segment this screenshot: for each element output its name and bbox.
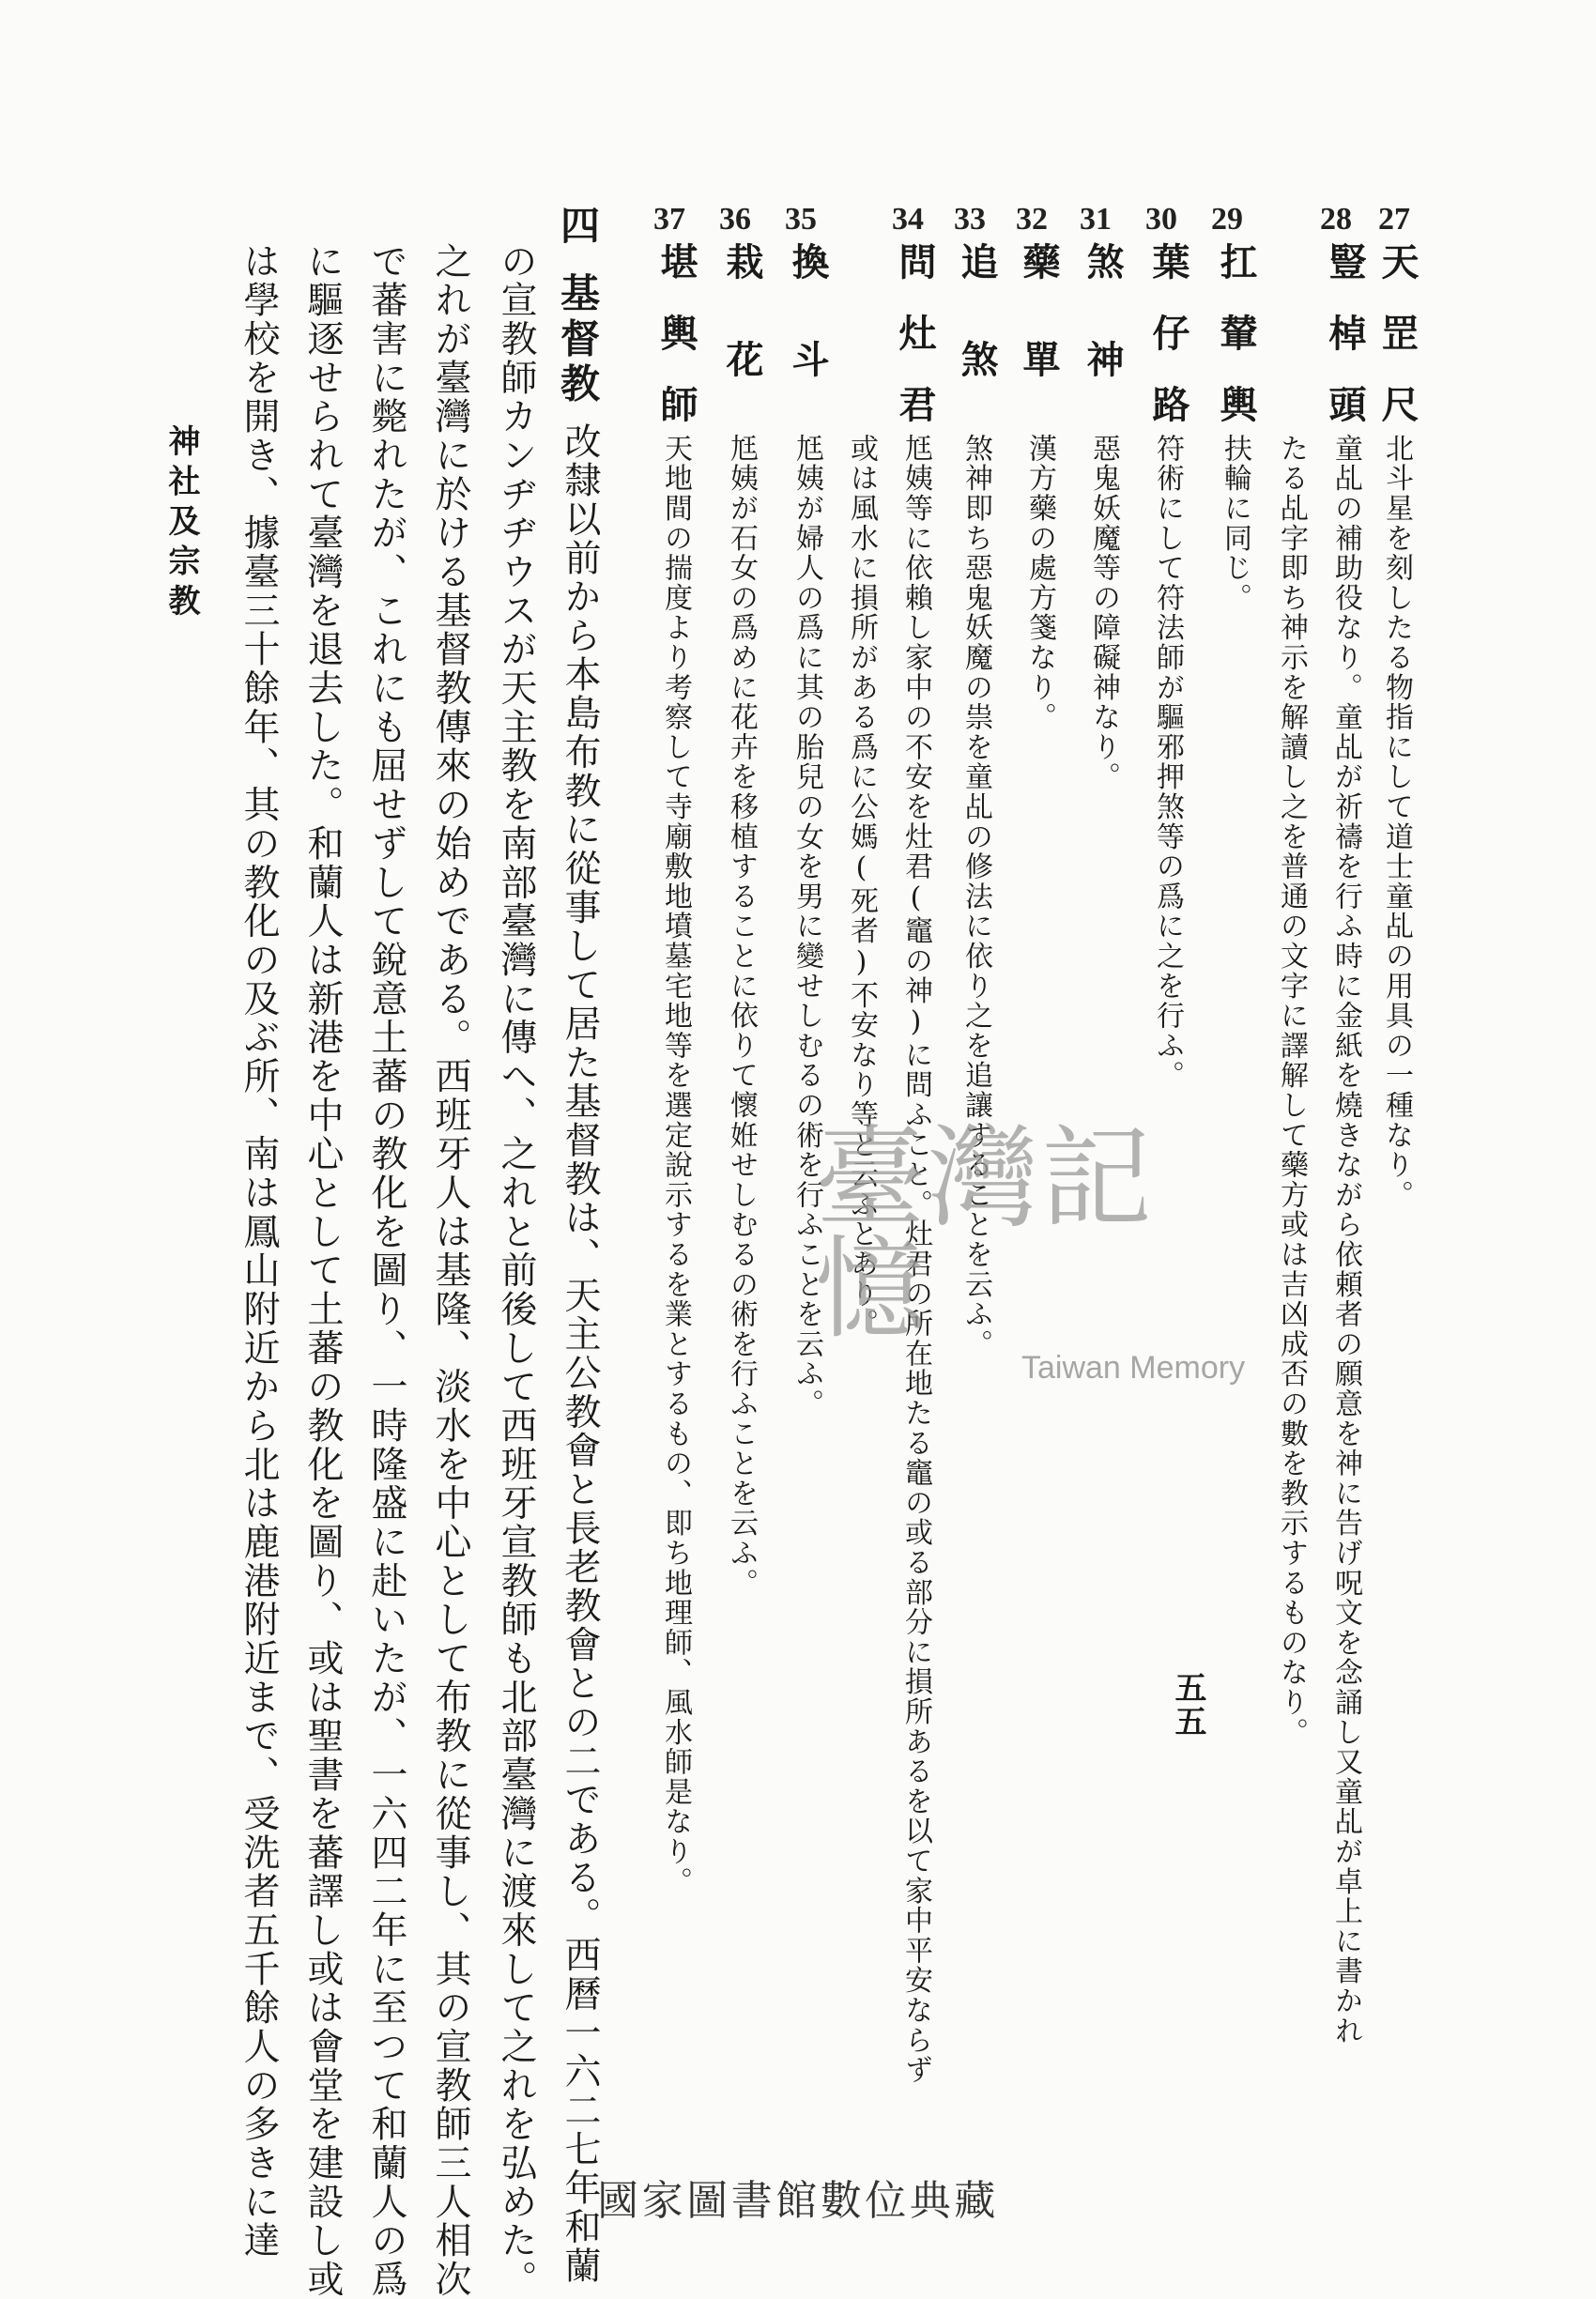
entry-29-number: 29 [1211,202,1243,237]
entry-31-definition: 惡鬼妖魔等の障礙神なり。 [1087,434,1120,792]
entry-37-number: 37 [653,202,685,237]
entry-36-definition: 尪姨が石女の爲めに花卉を移植することに依りて懷姙せしむるの術を行ふことを云ふ。 [725,434,758,1599]
entry-31-term: 煞神 [1081,242,1125,437]
page-number: 五五 [1169,1671,1206,1740]
entry-27-term: 天罡尺 [1375,242,1420,456]
body-line: の宣教師カンヂヂウスが天主教を南部臺灣に傳へ、之れと前後して西班牙宣教師も北部臺灣に渡來して之れを弘めた。 [495,242,537,2299]
entry-28-definition-line1: 童乩の補助役なり。童乩が祈禱を行ふ時に金紙を燒きながら依頼者の願意を神に告げ呪文を念誦し又童乩が卓上に書かれ [1329,434,1362,2046]
entry-33-term: 追煞 [955,242,999,437]
section-title: 基督教 [555,272,601,408]
entry-30-definition: 符術にして符法師が驅邪押煞等の爲に之を行ふ。 [1151,434,1184,1091]
entry-27-definition: 北斗星を刻したる物指にして道士童乩の用具の一種なり。 [1380,434,1413,1210]
entry-28-definition-line2: たる乩字即ち神示を解讀し之を普通の文字に譯解して藥方或は吉凶成否の數を教示するものなり。 [1275,434,1308,1748]
entry-34-term: 問灶君 [893,242,937,456]
body-line: は學校を開き、據臺三十餘年、其の教化の及ぶ所、南は鳳山附近から北は鹿港附近まで、受洗者五千餘人の多きに達 [238,242,280,2261]
entry-35-definition: 尪姨が婦人の爲に其の胎兒の女を男に變せしむるの術を行ふことを云ふ。 [790,434,823,1419]
entry-29-term: 扛輦輿 [1214,242,1258,456]
entry-35-number: 35 [785,202,817,237]
section-number: 四 [555,205,601,247]
watermark-en: Taiwan Memory [1021,1350,1246,1386]
footer-credit: 國家圖書館數位典藏 [597,2177,999,2225]
running-header: 神社及宗教 [162,424,200,624]
entry-30-number: 30 [1145,202,1177,237]
entry-32-number: 32 [1016,202,1048,237]
entry-34-definition-line1: 尪姨等に依賴し家中の不安を灶君(竈の神)に問ふこと。灶君の所在地たる竈の或る部分に損所あるを以て家中平安ならず [899,434,932,2085]
entry-28-number: 28 [1320,202,1352,237]
entry-31-number: 31 [1080,202,1112,237]
entry-32-definition: 漢方藥の處方箋なり。 [1023,434,1056,732]
entry-27-number: 27 [1378,202,1410,237]
entry-33-number: 33 [954,202,986,237]
body-line: 改隸以前から本島布教に從事して居た基督教は、天主公教會と長老教會との二である。西曆一六二七年和蘭 [559,422,601,2286]
watermark-cn: 臺灣記憶 [815,1113,1155,1354]
entry-35-term: 換斗 [786,242,830,437]
entry-32-term: 藥單 [1017,242,1061,437]
entry-36-number: 36 [719,202,751,237]
body-line: で蕃害に斃れたが、これにも屈せずして銳意土蕃の教化を圖り、一時隆盛に赴いたが、一六四二年に至つて和蘭人の爲 [365,242,407,2299]
entry-30-term: 葉仔路 [1146,242,1190,456]
entry-34-number: 34 [892,202,924,237]
entry-37-term: 堪輿師 [654,242,698,456]
entry-36-term: 栽花 [720,242,764,437]
entry-29-definition: 扶輪に同じ。 [1219,434,1251,613]
entry-37-definition: 天地間の揣度より考察して寺廟敷地墳墓宅地等を選定說示するを業とするもの、即ち地理師、風水師是なり。 [659,434,692,1897]
body-line: に驅逐せられて臺灣を退去した。和蘭人は新港を中心として土蕃の教化を圖り、或は聖書を蕃譯し或は會堂を建設し或 [301,242,344,2299]
entry-28-term: 豎棹頭 [1323,242,1367,456]
watermark [815,1113,1256,1386]
entry-33-definition: 煞神即ち惡鬼妖魔の祟を童乩の修法に依り之を追讓することを云ふ。 [959,434,992,1359]
entry-34-definition-line2: 或は風水に損所がある爲に公媽(死者)不安なり等と云ふとあり。 [845,434,878,1339]
body-line: 之れが臺灣に於ける基督教傳來の始めである。西班牙人は基隆、淡水を中心として布教に從事し、其の宣教師三人相次 [429,242,471,2299]
